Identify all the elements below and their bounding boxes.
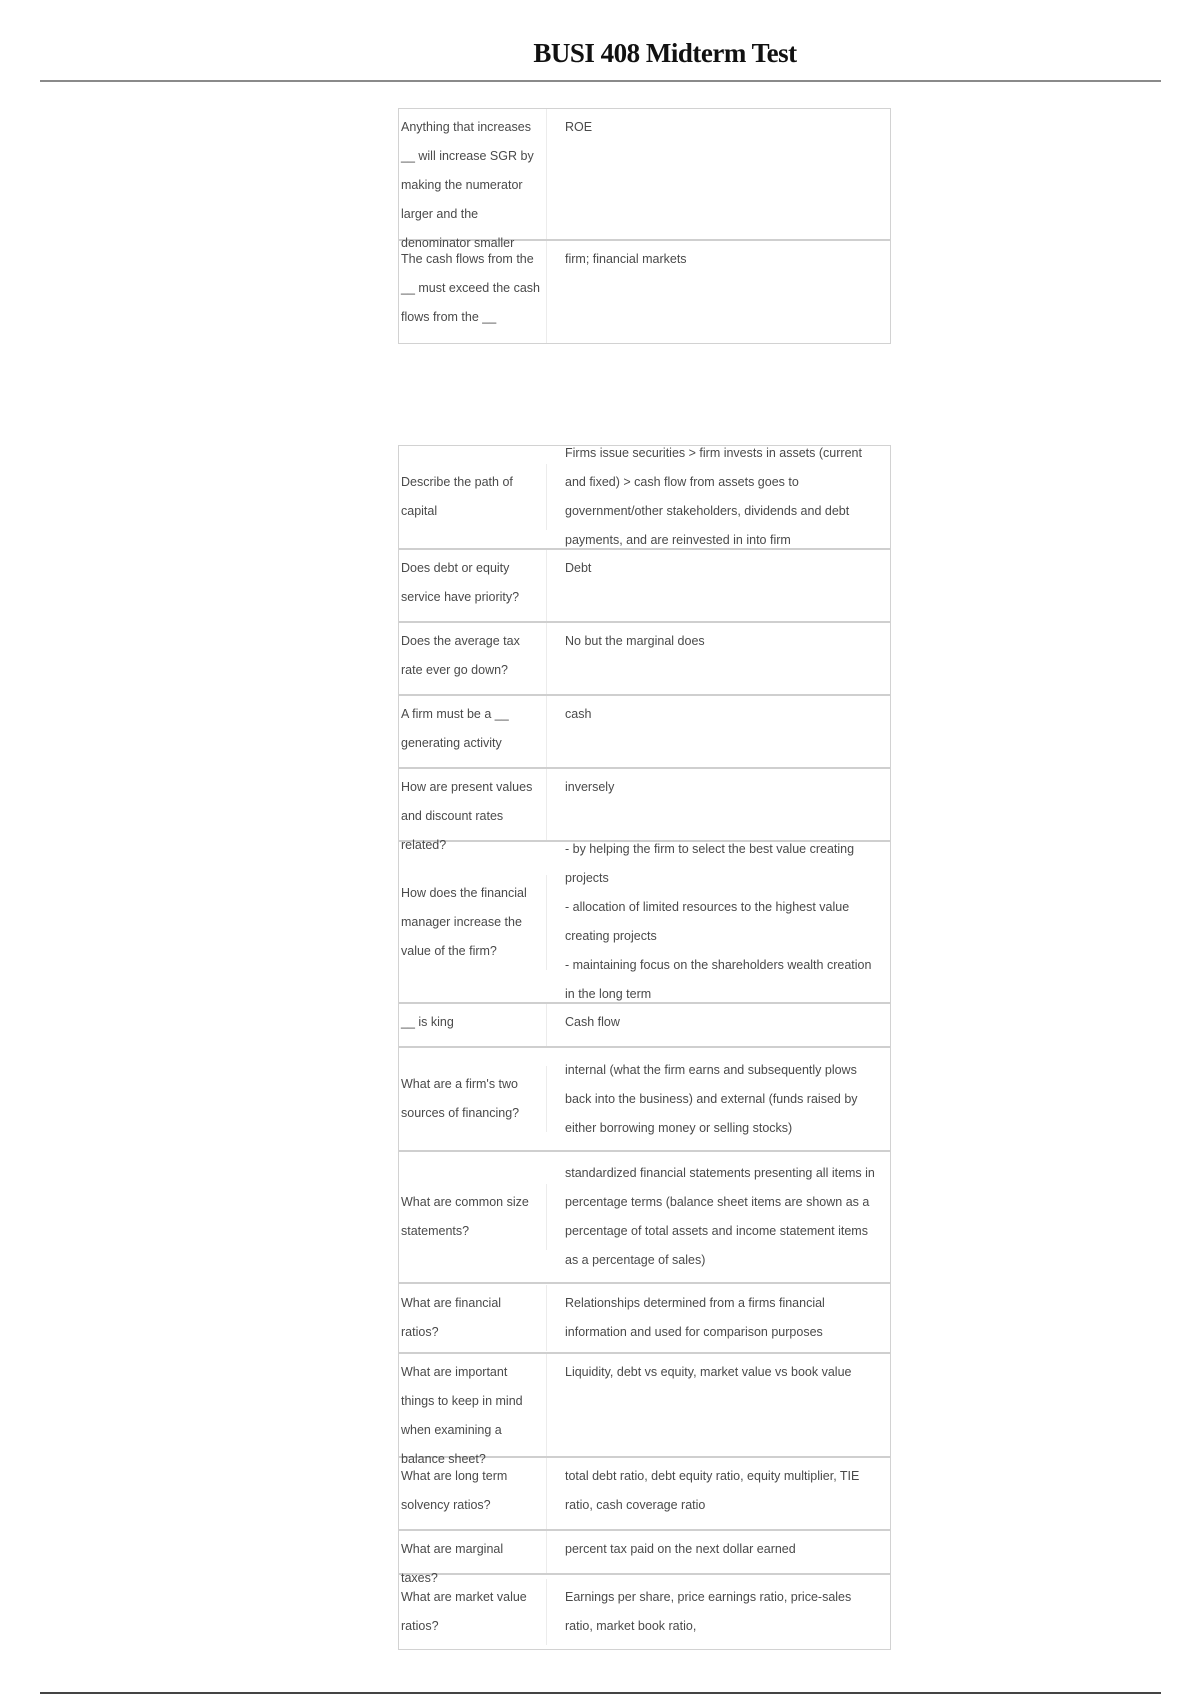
table-row xyxy=(399,623,890,696)
answer-line: - allocation of limited resources to the highest value creating projects xyxy=(565,900,850,943)
table-row xyxy=(399,696,890,769)
answer-cell: Firms issue securities > firm invests in assets (current and fixed) > cash flow from assets goes to government/other stakeholders, dividends and debt payments, and are reinvested in into firm xyxy=(565,446,862,547)
answer-cell: Earnings per share, price earnings ratio, price-sales ratio, market book ratio, xyxy=(565,1590,852,1633)
question-cell: What are a firm's two sources of financing? xyxy=(399,1066,547,1132)
table-row xyxy=(399,1284,890,1354)
table-row xyxy=(399,1048,890,1152)
answer-cell: inversely xyxy=(565,780,615,794)
answer-cell: Liquidity, debt vs equity, market value vs book value xyxy=(565,1365,852,1379)
answer-cell: firm; financial markets xyxy=(565,252,687,266)
header-rule xyxy=(40,80,1161,82)
answer-cell: Cash flow xyxy=(565,1015,620,1029)
question-cell: What are long term solvency ratios? xyxy=(399,1458,547,1529)
answer-cell: cash xyxy=(565,707,592,721)
answer-cell: internal (what the firm earns and subsequently plows back into the business) and external (funds raised by either borrowing money or selling stocks) xyxy=(565,1062,858,1135)
answer-line: - maintaining focus on the shareholders wealth creation in the long term xyxy=(565,958,872,1001)
question-cell: The cash flows from the __ must exceed the cash flows from the __ xyxy=(399,241,547,343)
answer-cell: Debt xyxy=(565,561,592,575)
answer-cell: total debt ratio, debt equity ratio, equity multiplier, TIE ratio, cash coverage ratio xyxy=(565,1469,860,1512)
question-cell: Does debt or equity service have priority? xyxy=(399,550,547,621)
footer-rule xyxy=(40,1692,1161,1694)
question-cell: What are important things to keep in mind when examining a balance sheet? xyxy=(399,1354,547,1456)
answer-line: - by helping the firm to select the best value creating projects xyxy=(565,842,855,885)
question-cell: __ is king xyxy=(399,1004,547,1046)
table-row xyxy=(399,1531,890,1585)
table-row xyxy=(399,842,890,1004)
answer-cell: standardized financial statements presenting all items in percentage terms (balance sheet items are shown as a percentage of total assets and income statement items as a percentage of sales) xyxy=(565,1166,875,1267)
table-row xyxy=(399,109,890,250)
table-row xyxy=(399,446,890,550)
answer-cell: ROE xyxy=(565,120,593,134)
answer-cell: percent tax paid on the next dollar earned xyxy=(565,1542,796,1556)
table-row xyxy=(399,1354,890,1466)
table-row xyxy=(399,1004,890,1048)
question-cell: How does the financial manager increase the value of the firm? xyxy=(399,875,547,970)
answer-cell: No but the marginal does xyxy=(565,634,705,648)
table-row xyxy=(399,1458,890,1531)
question-cell: A firm must be a __ generating activity xyxy=(399,696,547,767)
question-cell: How are present values and discount rates related? xyxy=(399,769,547,840)
question-cell: What are market value ratios? xyxy=(399,1579,547,1645)
table-row xyxy=(399,550,890,623)
flashcard-table-1 xyxy=(398,108,891,344)
question-cell: Anything that increases __ will increase SGR by making the numerator larger and the denominator smaller xyxy=(399,109,547,239)
question-cell: Does the average tax rate ever go down? xyxy=(399,623,547,694)
table-row xyxy=(399,1575,890,1649)
document-title: BUSI 408 Midterm Test xyxy=(533,38,797,68)
question-cell: What are marginal taxes? xyxy=(399,1531,547,1573)
answer-cell xyxy=(547,831,890,1013)
question-cell: What are common size statements? xyxy=(399,1184,547,1250)
question-cell: Describe the path of capital xyxy=(399,464,547,530)
answer-cell: Relationships determined from a firms financial information and used for comparison purposes xyxy=(565,1296,825,1339)
question-cell: What are financial ratios? xyxy=(399,1285,547,1351)
flashcard-table-2 xyxy=(398,445,891,1650)
table-row xyxy=(399,1152,890,1284)
table-row xyxy=(399,241,890,343)
